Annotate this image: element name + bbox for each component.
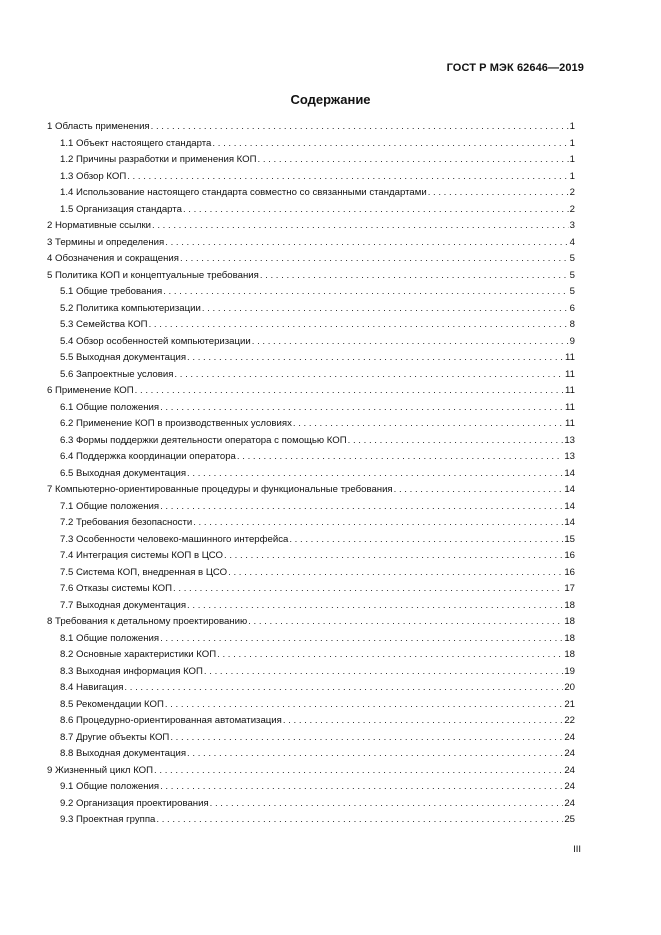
toc-entry-title: 1.3 Обзор КОП (60, 170, 127, 182)
toc-entry-page: 11 (565, 401, 575, 413)
toc-entry-title: 5.5 Выходная документация (60, 352, 187, 363)
toc-entry[interactable] (47, 416, 575, 433)
toc-leader-dots (283, 713, 563, 730)
toc-entry[interactable] (47, 598, 575, 615)
toc-entry[interactable] (47, 499, 575, 516)
toc-entry-title: 8 Требования к детальному проектированию (47, 616, 248, 627)
toc-entry-title: 8.6 Процедурно-ориентированная автоматизация (60, 715, 282, 726)
toc-entry[interactable] (47, 812, 575, 829)
toc-entry[interactable] (47, 350, 575, 367)
toc-entry[interactable] (47, 317, 575, 334)
toc-entry-title: 6 Применение КОП (47, 385, 134, 396)
toc-entry-title: 6.5 Выходная документация (60, 467, 187, 479)
toc-entry-page: 24 (564, 797, 575, 809)
toc-entry-title: 9.3 Проектная группа (60, 814, 156, 825)
toc-entry-page: 1 (569, 137, 575, 149)
toc-entry[interactable] (47, 796, 575, 813)
toc-leader-dots (174, 367, 564, 384)
toc-entry-page: 13 (564, 434, 575, 446)
toc-leader-dots (160, 499, 563, 516)
toc-entry-page: 21 (564, 698, 575, 710)
toc-entry-page: 18 (564, 632, 575, 644)
toc-entry-page: 4 (569, 236, 575, 248)
toc-entry-page: 1 (569, 170, 575, 182)
toc-leader-dots (217, 647, 563, 664)
toc-entry-title: 6.4 Поддержка координации оператора (60, 451, 236, 462)
toc-entry-page: 24 (564, 781, 575, 792)
toc-entry-page: 24 (564, 748, 575, 759)
toc-entry[interactable] (47, 779, 575, 796)
toc-leader-dots (160, 400, 564, 417)
toc-entry-title: 1.5 Организация стандарта (60, 203, 182, 215)
toc-entry-title: 5.1 Общие требования (60, 286, 163, 297)
toc-entry-page: 5 (569, 253, 575, 264)
toc-entry-page: 18 (564, 649, 575, 660)
toc-leader-dots (151, 119, 569, 136)
toc-leader-dots (237, 449, 563, 466)
toc-entry-page: 8 (569, 319, 575, 330)
toc-leader-dots (428, 185, 569, 202)
toc-entry-page: 18 (564, 616, 575, 627)
toc-leader-dots (293, 416, 564, 433)
toc-entry-page: 1 (569, 154, 575, 165)
toc-entry-title: 1.4 Использование настоящего стандарта совместно со связанными стандартами (60, 187, 427, 198)
toc-entry-page: 3 (569, 220, 575, 231)
toc-leader-dots (187, 598, 563, 615)
toc-leader-dots (258, 152, 569, 169)
toc-entry-title: 7.7 Выходная документация (60, 599, 187, 611)
toc-leader-dots (163, 284, 568, 301)
toc-leader-dots (289, 532, 563, 549)
toc-leader-dots (187, 350, 564, 367)
toc-leader-dots (152, 218, 569, 235)
toc-leader-dots (187, 466, 563, 483)
toc-entry[interactable] (47, 284, 575, 301)
toc-leader-dots (165, 235, 568, 252)
toc-entry[interactable] (47, 631, 575, 648)
toc-entry-page: 5 (569, 269, 575, 281)
toc-leader-dots (160, 631, 563, 648)
toc-entry-page: 24 (564, 764, 575, 776)
toc-entry-page: 1 (569, 121, 575, 132)
toc-entry-title: 7.6 Отказы системы КОП (60, 583, 173, 594)
toc-entry-page: 9 (569, 335, 575, 347)
toc-entry-page: 24 (564, 731, 575, 743)
toc-entry-title: 3 Термины и определения (47, 236, 165, 248)
toc-entry[interactable] (47, 614, 575, 631)
toc-entry-page: 14 (564, 517, 575, 528)
toc-entry-page: 16 (564, 566, 575, 578)
toc-entry-title: 1 Область применения (47, 121, 150, 132)
toc-entry-title: 8.5 Рекомендации КОП (60, 698, 164, 710)
toc-entry-page: 14 (564, 467, 575, 479)
toc-entry-page: 19 (564, 665, 575, 677)
toc-entry[interactable] (47, 367, 575, 384)
toc-leader-dots (156, 812, 563, 829)
toc-entry-page: 22 (564, 715, 575, 726)
toc-entry-page: 14 (564, 484, 575, 495)
toc-entry[interactable] (47, 152, 575, 169)
toc-entry[interactable] (47, 268, 575, 285)
toc-entry-page: 2 (569, 187, 575, 198)
toc-leader-dots (135, 383, 564, 400)
toc-leader-dots (173, 581, 563, 598)
toc-entry[interactable] (47, 202, 575, 219)
toc-entry[interactable] (47, 136, 575, 153)
toc-entry[interactable] (47, 730, 575, 747)
document-header: ГОСТ Р МЭК 62646—2019 (446, 62, 584, 74)
toc-entry[interactable] (47, 334, 575, 351)
toc-entry-title: 7.3 Особенности человеко-машинного интерфейса (60, 533, 289, 545)
toc-entry-page: 11 (565, 352, 575, 363)
toc-entry-title: 7.5 Система КОП, внедренная в ЦСО (60, 566, 228, 578)
toc-entry-title: 6.2 Применение КОП в производственных условиях (60, 418, 292, 429)
toc-entry[interactable] (47, 713, 575, 730)
toc-entry-title: 7.2 Требования безопасности (60, 517, 193, 528)
toc-leader-dots (248, 614, 563, 631)
toc-entry-title: 8.7 Другие объекты КОП (60, 731, 170, 743)
toc-entry[interactable] (47, 697, 575, 714)
toc-entry[interactable] (47, 449, 575, 466)
toc-entry-page: 16 (564, 550, 575, 561)
toc-leader-dots (348, 433, 564, 450)
toc-entry-page: 2 (569, 203, 575, 215)
toc-entry-title: 8.3 Выходная информация КОП (60, 665, 203, 677)
toc-entry-title: 6.1 Общие положения (60, 401, 160, 413)
toc-entry-title: 9.2 Организация проектирования (60, 797, 209, 809)
toc-entry[interactable] (47, 433, 575, 450)
toc-entry[interactable] (47, 400, 575, 417)
toc-entry-page: 15 (564, 533, 575, 545)
toc-entry[interactable] (47, 746, 575, 763)
toc-entry[interactable] (47, 185, 575, 202)
toc-entry-title: 7.1 Общие положения (60, 500, 160, 512)
toc-leader-dots (394, 482, 564, 499)
toc-entry-page: 14 (564, 500, 575, 512)
toc-entry[interactable] (47, 466, 575, 483)
toc-leader-dots (180, 251, 569, 268)
toc-leader-dots (149, 317, 569, 334)
toc-entry[interactable] (47, 251, 575, 268)
toc-entry-title: 8.8 Выходная документация (60, 748, 187, 759)
toc-entry[interactable] (47, 119, 575, 136)
toc-entry-title: 7 Компьютерно-ориентированные процедуры и функциональные требования (47, 484, 393, 495)
toc-leader-dots (252, 334, 569, 351)
toc-entry[interactable] (47, 664, 575, 681)
toc-entry[interactable] (47, 680, 575, 697)
toc-entry-title: 5.6 Запроектные условия (60, 368, 174, 380)
toc-entry-title: 9 Жизненный цикл КОП (47, 764, 154, 776)
toc-leader-dots (212, 136, 568, 153)
toc-entry-title: 8.1 Общие положения (60, 632, 160, 644)
toc-leader-dots (228, 565, 563, 582)
toc-entry[interactable] (47, 548, 575, 565)
toc-entry-title: 5.4 Обзор особенностей компьютеризации (60, 335, 251, 347)
toc-entry-title: 8.4 Навигация (60, 682, 124, 693)
toc-entry[interactable] (47, 763, 575, 780)
toc-leader-dots (260, 268, 569, 285)
toc-entry-page: 11 (565, 368, 575, 380)
toc-leader-dots (160, 779, 563, 796)
toc-entry-title: 7.4 Интеграция системы КОП в ЦСО (60, 550, 223, 561)
toc-leader-dots (187, 746, 563, 763)
toc-entry[interactable] (47, 515, 575, 532)
toc-leader-dots (204, 664, 563, 681)
toc-entry-page: 20 (564, 682, 575, 693)
table-of-contents (47, 119, 575, 829)
toc-entry[interactable] (47, 647, 575, 664)
toc-leader-dots (210, 796, 564, 813)
toc-entry-title: 5.2 Политика компьютеризации (60, 302, 201, 314)
toc-entry-page: 18 (564, 599, 575, 611)
toc-entry-title: 2 Нормативные ссылки (47, 220, 152, 231)
toc-leader-dots (127, 169, 568, 186)
toc-entry-page: 5 (569, 286, 575, 297)
toc-entry[interactable] (47, 169, 575, 186)
page-number: III (573, 844, 581, 855)
toc-entry-title: 1.1 Объект настоящего стандарта (60, 137, 212, 149)
toc-leader-dots (165, 697, 563, 714)
toc-entry[interactable] (47, 482, 575, 499)
toc-entry-title: 5.3 Семейства КОП (60, 319, 148, 330)
page-title: Содержание (290, 92, 371, 107)
toc-leader-dots (224, 548, 563, 565)
toc-entry[interactable] (47, 581, 575, 598)
toc-entry-page: 6 (569, 302, 575, 314)
toc-entry-title: 6.3 Формы поддержки деятельности оператора с помощью КОП (60, 434, 347, 446)
toc-leader-dots (193, 515, 563, 532)
toc-entry-page: 11 (565, 418, 575, 429)
toc-entry[interactable] (47, 301, 575, 318)
toc-leader-dots (124, 680, 563, 697)
toc-entry-title: 8.2 Основные характеристики КОП (60, 649, 217, 660)
toc-entry[interactable] (47, 218, 575, 235)
toc-entry[interactable] (47, 532, 575, 549)
toc-leader-dots (154, 763, 563, 780)
toc-leader-dots (170, 730, 563, 747)
toc-leader-dots (202, 301, 569, 318)
toc-entry-page: 17 (564, 583, 575, 594)
toc-entry[interactable] (47, 565, 575, 582)
toc-entry-title: 4 Обозначения и сокращения (47, 253, 179, 264)
toc-entry-page: 11 (565, 385, 575, 396)
toc-leader-dots (183, 202, 569, 219)
toc-entry-page: 13 (564, 451, 575, 462)
toc-entry-title: 5 Политика КОП и концептуальные требования (47, 269, 259, 281)
toc-entry-title: 9.1 Общие положения (60, 781, 160, 792)
toc-entry[interactable] (47, 235, 575, 252)
toc-entry-page: 25 (564, 814, 575, 825)
toc-entry[interactable] (47, 383, 575, 400)
toc-entry-title: 1.2 Причины разработки и применения КОП (60, 154, 257, 165)
